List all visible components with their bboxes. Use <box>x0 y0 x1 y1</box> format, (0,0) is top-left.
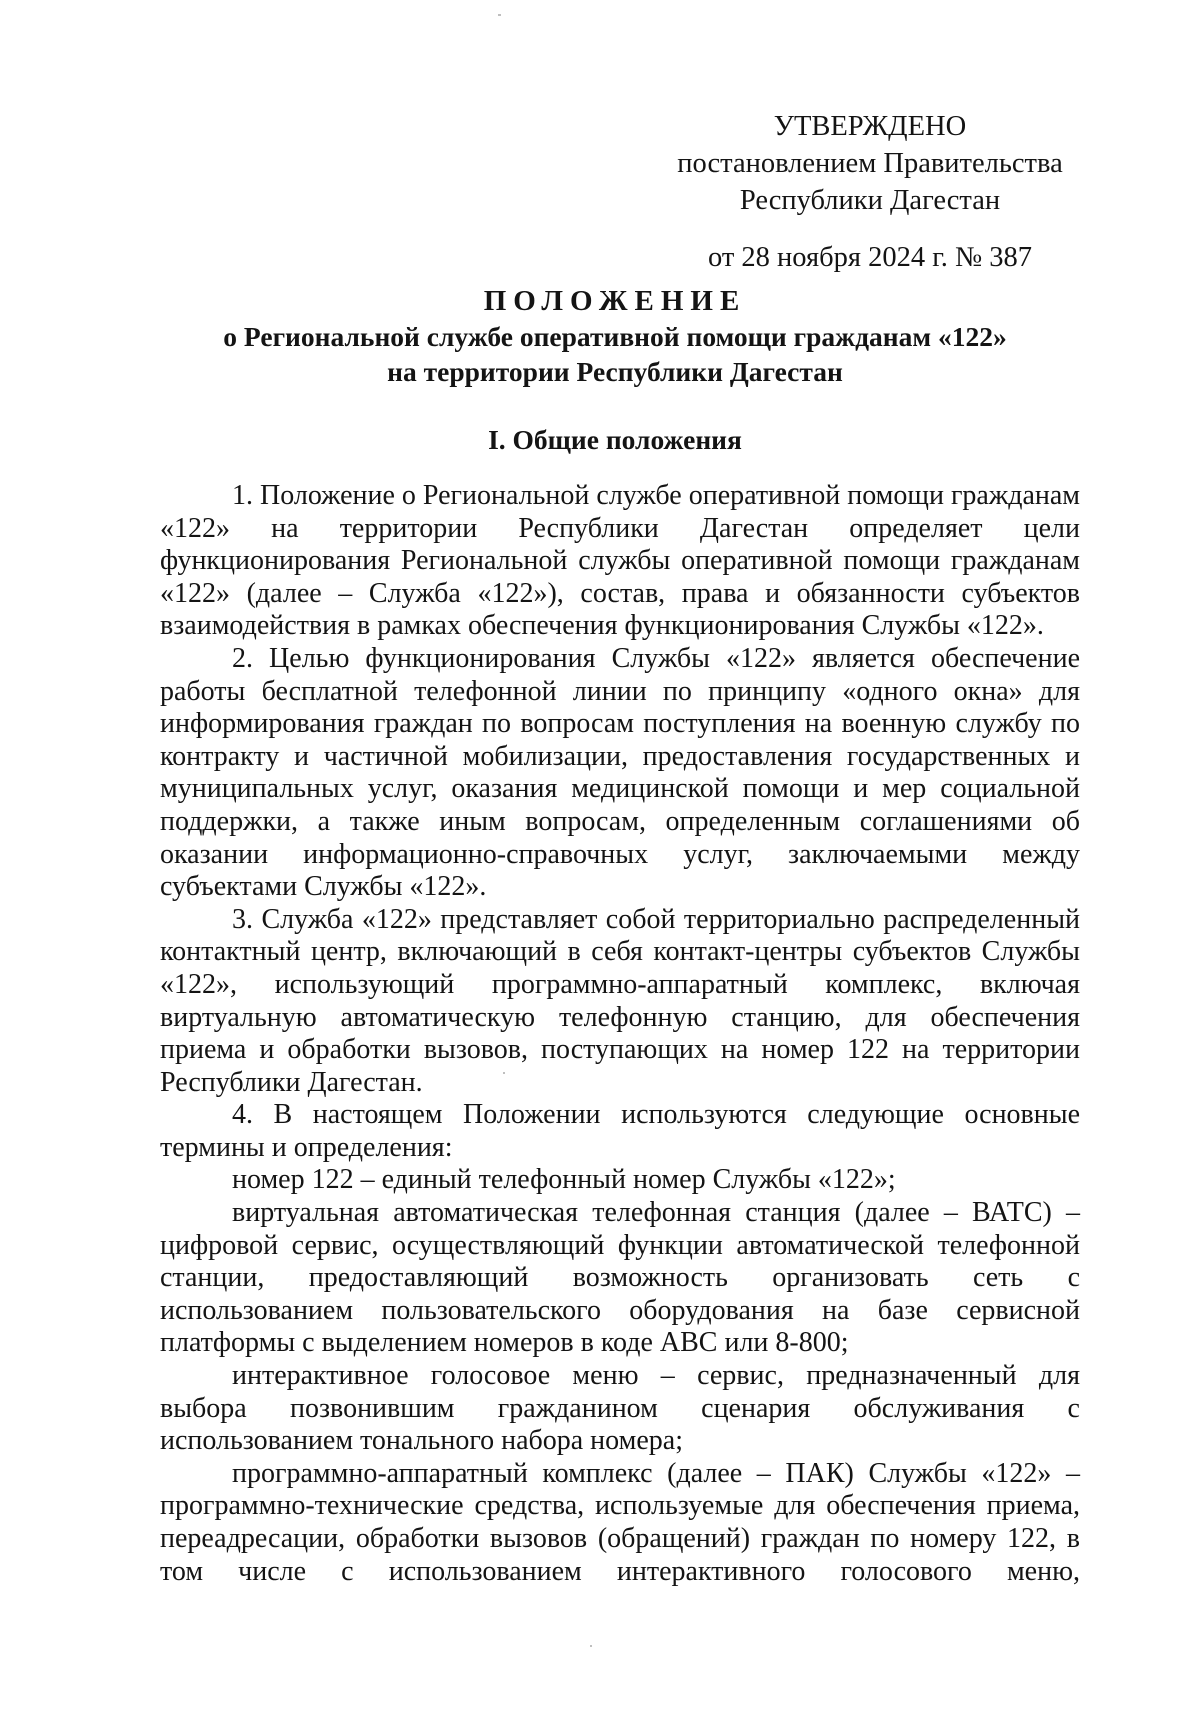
document-subtitle-line-2: на территории Республики Дагестан <box>387 356 843 387</box>
definition-pak: программно-аппаратный комплекс (далее – ПАК) Службы «122» – программно-технические средства, используемые для обеспечения приема, переадресации, обработки вызовов (обращений) граждан по номеру 122, в том числе с использованием интерактивного голосового меню, <box>160 1457 1080 1587</box>
paragraph-2: 2. Целью функционирования Службы «122» является обеспечение работы бесплатной телефонной линии по принципу «одного окна» для информирования граждан по вопросам поступления на военную службу по контракту и частичной мобилизации, предоставления государственных и муниципальных услуг, оказания медицинской помощи и мер социальной поддержки, а также иным вопросам, определенным соглашениями об оказании информационно-справочных услуг, заключаемыми между субъектами Службы «122». <box>160 642 1080 903</box>
paragraph-1: 1. Положение о Региональной службе оперативной помощи гражданам «122» на территории Республики Дагестан определяет цели функционирования Региональной службы оперативной помощи гражданам «122» (далее – Служба «122»), состав, права и обязанности субъектов взаимодействия в рамках обеспечения функционирования Службы «122». <box>160 480 1081 642</box>
document-heading <box>150 284 1080 389</box>
definition-vats: виртуальная автоматическая телефонная станция (далее – ВАТС) – цифровой сервис, осуществляющий функции автоматической телефонной станции, предоставляющий возможность организовать сеть с использованием пользовательского оборудования на базе сервисной платформы с выделением номеров в коде АВС или 8-800; <box>160 1197 1080 1359</box>
section-title: I. Общие положения <box>488 424 742 455</box>
document-subtitle-line-1: о Региональной службе оперативной помощи гражданам «122» <box>223 321 1007 352</box>
approval-date: от 28 ноября 2024 г. № 387 <box>707 242 1033 273</box>
approval-region: Республики Дагестан <box>739 185 1001 216</box>
scan-speck <box>498 14 501 16</box>
paragraph-4: 4. В настоящем Положении используются следующие основные термины и определения: <box>160 1099 1080 1163</box>
approval-authority: постановлением Правительства <box>677 148 1063 179</box>
definition-number-122: номер 122 – единый телефонный номер Службы «122»; <box>232 1164 896 1196</box>
definition-ivr: интерактивное голосовое меню – сервис, предназначенный для выбора позвонившим гражданином сценария обслуживания с использованием тонального набора номера; <box>160 1360 1080 1457</box>
document-title: ПОЛОЖЕНИЕ <box>483 285 747 317</box>
scan-speck <box>503 1072 505 1074</box>
document-body <box>160 480 1080 1588</box>
approval-label: УТВЕРЖДЕНО <box>773 111 967 142</box>
approval-stamp <box>660 108 1080 276</box>
paragraph-3: 3. Служба «122» представляет собой территориально распределенный контактный центр, включающий в себя контакт-центры субъектов Службы «122», использующий программно-аппаратный комплекс, включая виртуальную автоматическую телефонную станцию, для обеспечения приема и обработки вызовов, поступающих на номер 122 на территории Республики Дагестан. <box>160 903 1080 1098</box>
scan-speck <box>590 1645 592 1647</box>
